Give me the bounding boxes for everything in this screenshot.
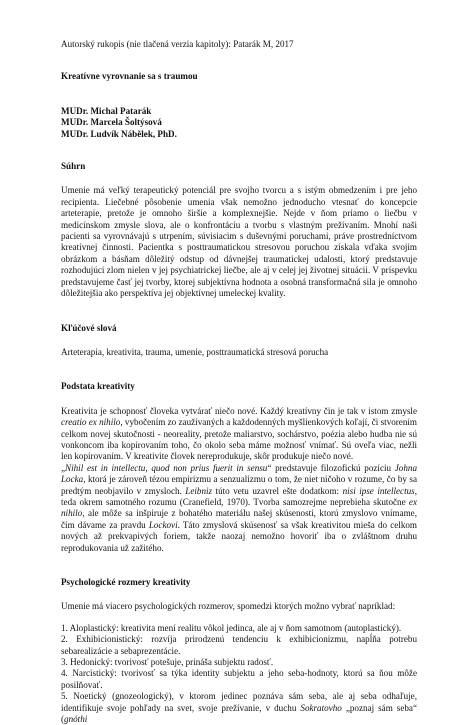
creativity-paragraph-1: Kreativita je schopnosť človeka vytvárať niečo nové. Každý kreatívny čin je tak v istom zmysle creatio ex nihilo, vybočením zo zaužívaných a každodenných myšlienkových koľají, či stvorením celkom novej skutočnosti - neoreality, pretože maliarstvo, sochárstvo, poézia alebo hudba nie sú vonkoncom iba kopírovaním toho, čo okolo seba máme možnosť vnímať. Sú oveľa viac, nežli len kopírovaním. V kreativite človek nereprodukuje, skôr produkuje niečo nové.: [61, 405, 417, 462]
psychology-lead: Umenie má viacero psychologických rozmerov, spomedzi ktorých možno vybrať napríklad:: [61, 601, 396, 612]
creativity-heading: Podstata kreativity: [61, 381, 135, 392]
keywords-heading: Kľúčové slová: [61, 322, 117, 333]
list-item: 3. Hedonický: tvorivosť potešuje, prináša subjektu radosť.: [61, 657, 274, 668]
manuscript-note: Autorský rukopis (nie tlačená verzia kapitoly): Patarák M, 2017: [61, 39, 294, 49]
psychology-heading: Psychologické rozmery kreativity: [61, 577, 191, 587]
list-item: 5. Noetický (gnozeologický), v ktorom jedinec poznáva sám seba, ale aj seba odhaľuje, identifikuje svoje pohľady na svet, svoje prežívanie, v duchu Sokratovho „poznaj sám seba“ (gnóthi: [61, 691, 417, 725]
keywords-paragraph: Arteterapia, kreativita, trauma, umenie, posttraumatická stresová porucha: [61, 346, 329, 357]
author-name: MUDr. Ludvík Nábělek, PhD.: [61, 128, 177, 139]
list-item: 2. Exhibicionistický: rozvíja prirodzenú tendenciu k exhibicionizmu, napĺňa potrebu sebarealizácie a sebaprezentácie.: [61, 634, 417, 656]
summary-heading: Súhrn: [61, 161, 86, 172]
summary-paragraph: Umenie má veľký terapeutický potenciál pre svojho tvorcu a s istým obmedzením i pre jeho recipienta. Liečebné pôsobenie umenia však nemožno jednoducho vtesnať do koncepcie arteterapie, pretože je omnoho širšie a komplexnejšie. Nejde v ňom priamo o liečbu v medicínskom zmysle slova, ale o konfrontáciu a tvorbu s vlastným prežívaním. Mnohí naši pacienti sa vyrovnávajú s utrpením, súvisiacim s duševnými poruchami, práve prostredníctvom kreatívnej činnosti. Pacientka s posttraumatickou stresovou poruchou získala vďaka svojim obrázkom a básňam dôležitý odstup od dávnejšej traumatickej udalosti, ktorý predstavuje rozhodujúci zlom nielen v jej psychiatrickej liečbe, ale aj v celej jej životnej situácii. V príspevku predstavujeme časť jej tvorby, ktorej subjektívna hodnota a osobná transformačná sila je omnoho dôležitejšia ako perspektíva jej objektívnej umeleckej kvality.: [61, 185, 417, 299]
creativity-paragraph-2: „Nihil est in intellectu, quod non prius fuerit in sensu“ predstavuje filozofickú pozíciu Johna Locka, ktorá je zároveň tézou empirizmu a senzualizmu o tom, že niet ničoho v rozume, čo by sa predtým neobjavilo v zmysloch. Leibniz túto vetu uzavrel ešte dodatkom: nisi ipse intellectus, teda okrem samotného rozumu (Cranefield, 1970). Tvorba samozrejme neprebieha skutočne ex nihilo, ale môže sa inšpiruje z bohatého materiálu našej skúsenosti, ktorú zmyslovo vnímame, čím dávame za pravdu Lockovi. Táto zmyslová skúsenosť sa však kreativitou mieša do celkom nových až prekvapivých foriem, takže naozaj nemožno hovoriť iba o zvláštnom druhu reprodukovania už zažitého.: [61, 462, 417, 553]
author-name: MUDr. Marcela Šoltýsová: [61, 117, 162, 128]
list-item: 4. Narcistický: tvorivosť sa týka identity subjektu a jeho seba-hodnoty, ktorú sa ňou môže posilňovať.: [61, 668, 417, 690]
chapter-title: Kreatívne vyrovnanie sa s traumou: [61, 71, 198, 82]
author-name: MUDr. Michal Patarák: [61, 105, 152, 116]
author-list: [61, 106, 417, 140]
list-item: 1. Aloplastický: kreativita mení realitu vôkol jedinca, ale aj v ňom samotnom (autoplastický).: [61, 622, 402, 633]
